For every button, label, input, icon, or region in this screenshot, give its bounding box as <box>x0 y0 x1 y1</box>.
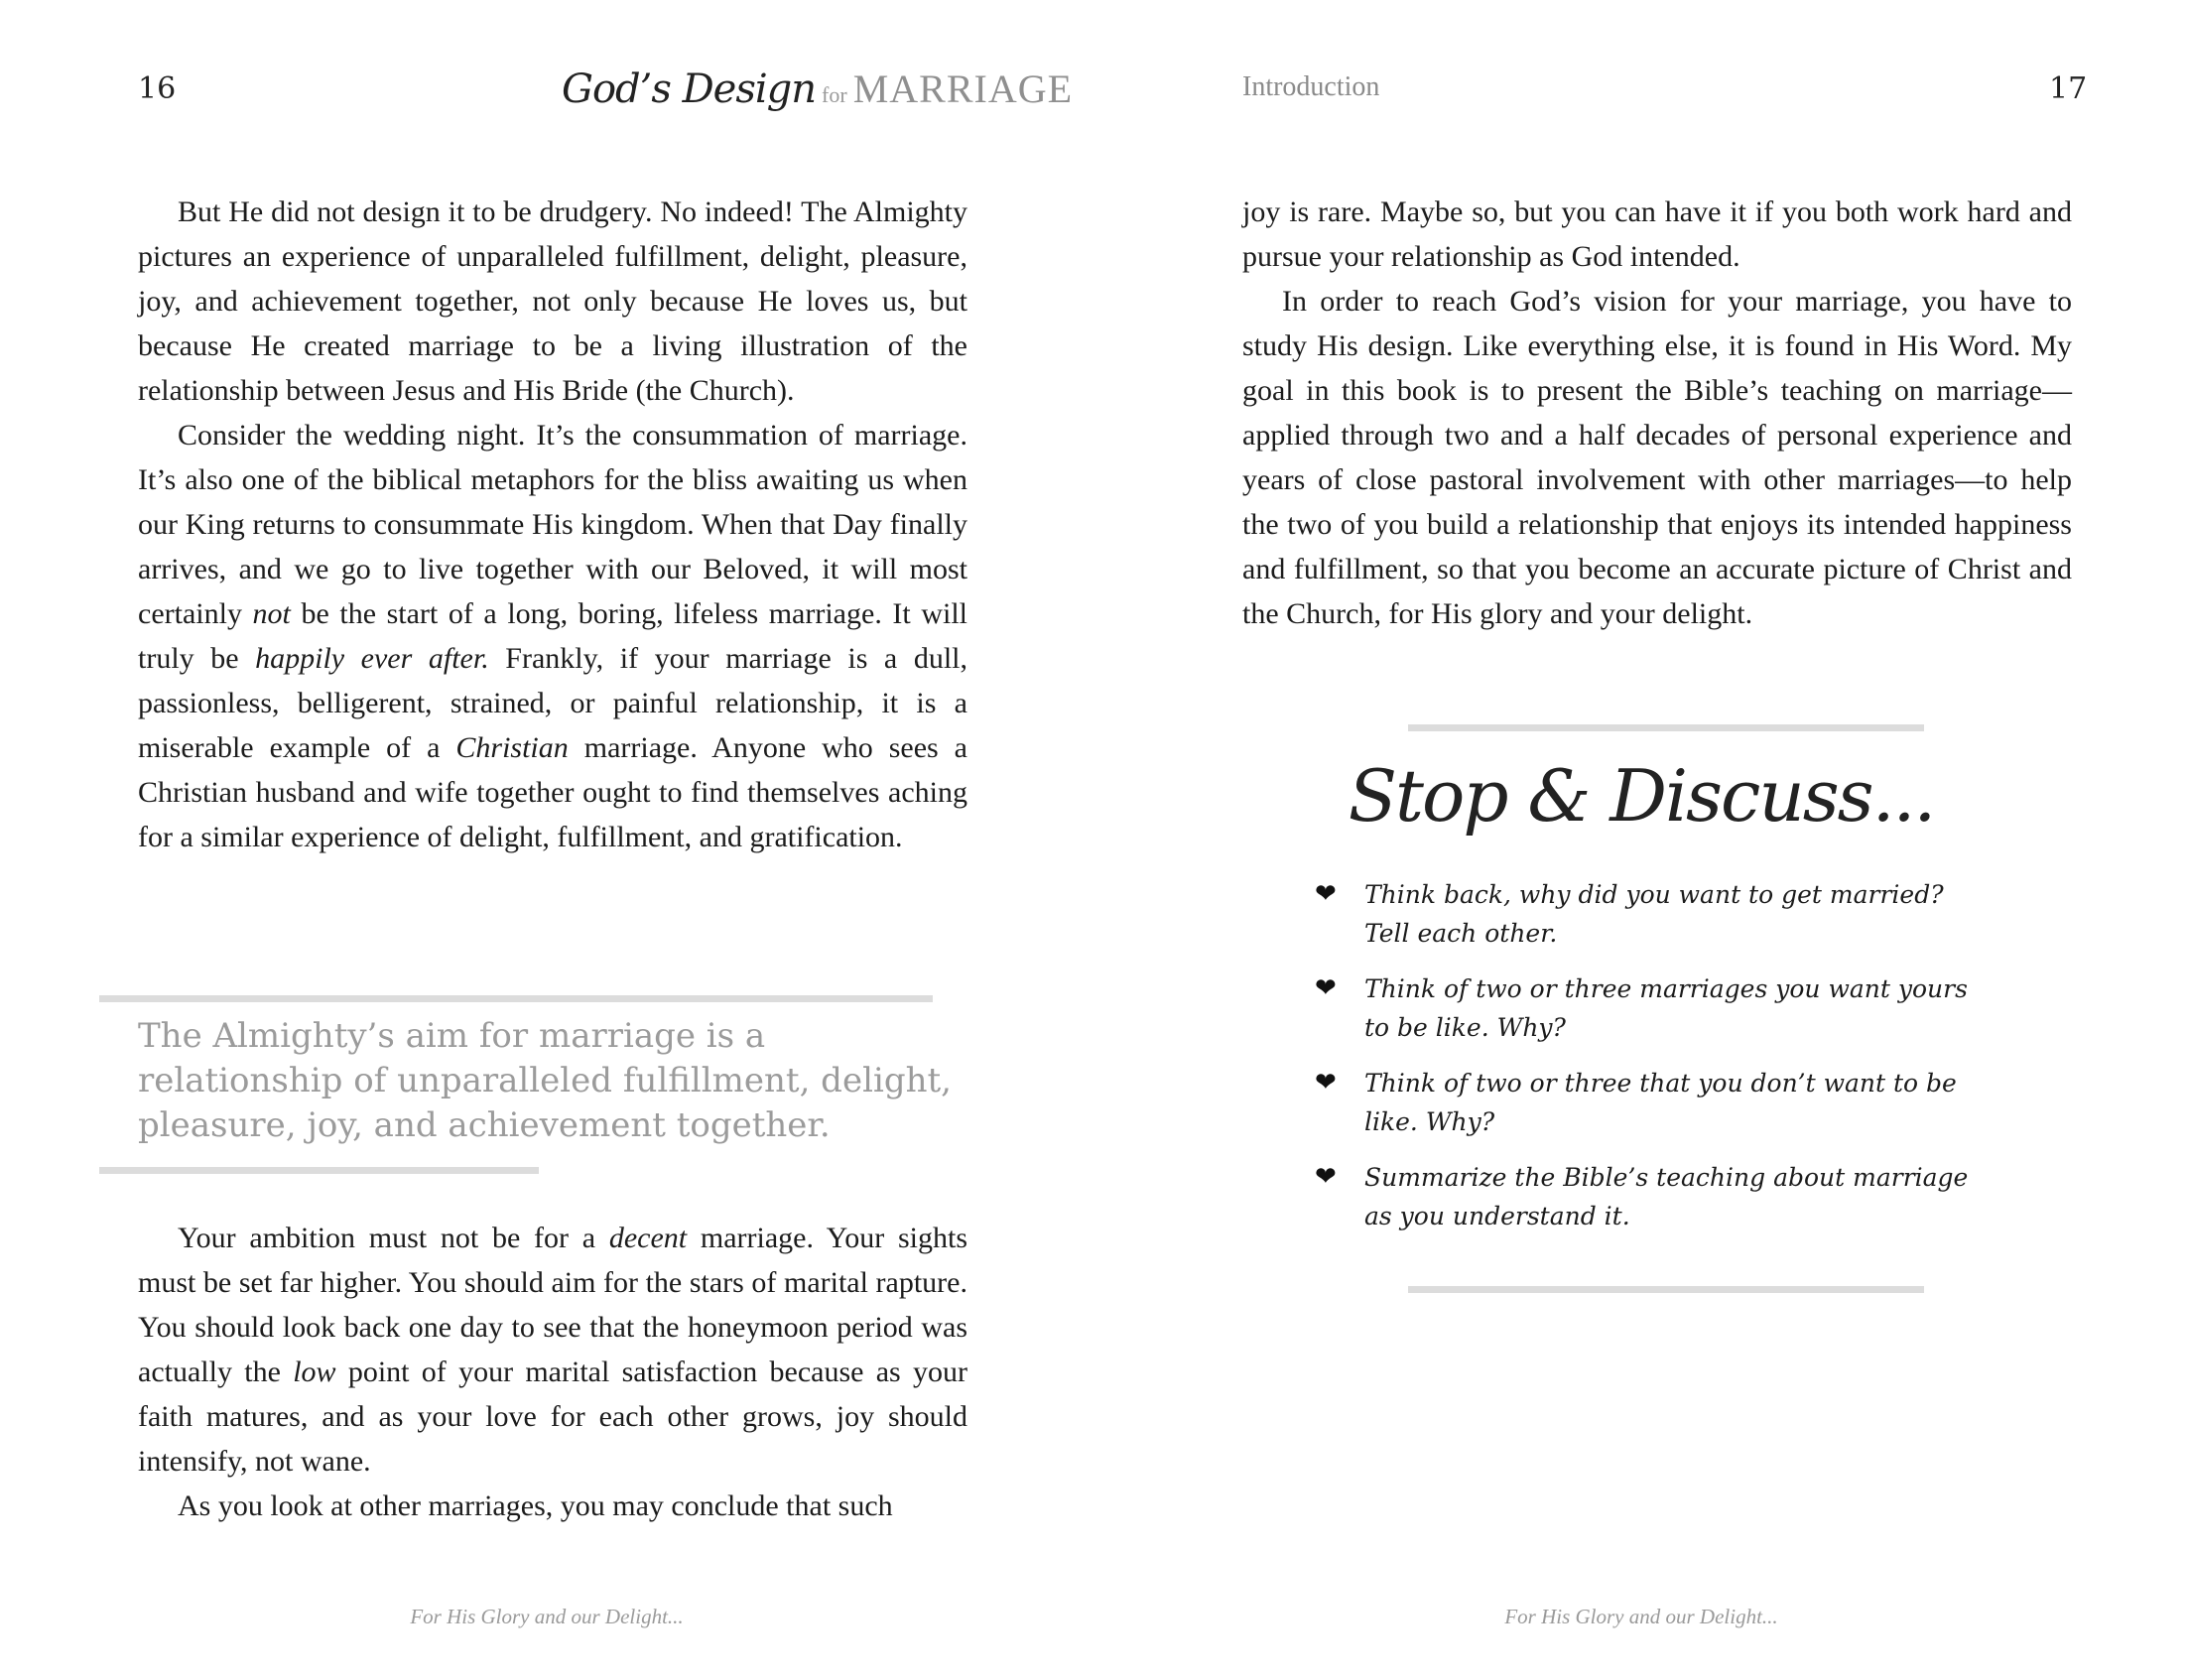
running-title <box>562 65 1073 112</box>
question-text: Summarize the Bible’s teaching about marriage as you understand it. <box>1364 1163 1969 1230</box>
question-text: Think of two or three marriages you want yours to be like. Why? <box>1364 974 1968 1042</box>
text-run: Your ambition must not be for a <box>178 1222 609 1254</box>
right-page <box>1094 0 2188 1680</box>
emphasis-text: low <box>293 1356 336 1388</box>
paragraph <box>138 1216 967 1484</box>
question-text: Think back, why did you want to get married? Tell each other. <box>1364 880 1944 948</box>
text-run: But He did not design it to be drudgery. No indeed! The Almighty pictures an experience of unparalleled fulfillment, delight, pleasure, joy, and achievement together, not only because He loves us, but because He created marriage to be a living illustration of the relationship between Jesus and His Bride (the Church). <box>138 195 967 407</box>
text-run: Frankly, if your marriage is a dull, passionless, belligerent, strained, or painful relationship, it is a miserable example of a <box>138 642 967 764</box>
text-run: marriage. Anyone who sees a Christian husband and wife together ought to find themselves aching for a similar experience of delight, fulfillment, and gratification. <box>138 731 967 853</box>
text-run: point of your marital satisfaction because as your faith matures, and as your love for each other grows, joy should intensify, not wane. <box>138 1356 968 1478</box>
list-item <box>1315 1158 1970 1235</box>
heart-icon: ❤ <box>1315 1068 1337 1098</box>
discuss-heading: Stop & Discuss... <box>1348 754 1935 838</box>
text-run: joy is rare. Maybe so, but you can have it if you both work hard and pursue your relationship as God intended. <box>1242 195 2072 273</box>
text-run: marriage. Your sights must be set far higher. You should aim for the stars of marital rapture. You should look back one day to see that the honeymoon period was actually the <box>138 1222 968 1388</box>
text-run: be the start of a long, boring, lifeless marriage. It will truly be <box>138 597 967 675</box>
pull-quote: The Almighty’s aim for marriage is a relationship of unparalleled fulfillment, delight, pleasure, joy, and achievement together. <box>138 1016 952 1145</box>
paragraph <box>138 1484 967 1528</box>
list-item <box>1315 875 1970 953</box>
heart-icon: ❤ <box>1315 879 1337 909</box>
list-item <box>1315 969 1970 1047</box>
heart-icon: ❤ <box>1315 1162 1337 1192</box>
chapter-title: Introduction <box>1242 71 1380 102</box>
running-title-caps: MARRIAGE <box>852 66 1074 111</box>
emphasis-text: happily ever after. <box>255 642 489 675</box>
running-title-for: for <box>822 82 847 107</box>
running-title-script: God’s Design <box>562 66 817 112</box>
pull-quote-bottom-rule <box>99 1167 539 1174</box>
discuss-bottom-rule <box>1408 1286 1924 1293</box>
text-run: As you look at other marriages, you may conclude that such <box>178 1489 893 1522</box>
page-number: 17 <box>2049 71 2088 106</box>
paragraph <box>138 413 967 859</box>
body-text <box>138 190 967 859</box>
page-footer: For His Glory and our Delight... <box>1504 1605 1778 1628</box>
discuss-top-rule <box>1408 724 1924 731</box>
page-footer: For His Glory and our Delight... <box>410 1605 684 1628</box>
heart-icon: ❤ <box>1315 973 1337 1003</box>
paragraph <box>1242 279 2072 636</box>
emphasis-text: not <box>252 597 291 630</box>
emphasis-text: decent <box>608 1222 688 1254</box>
discussion-questions <box>1315 875 1970 1252</box>
emphasis-text: Christian <box>455 731 569 764</box>
page-number: 16 <box>138 71 177 106</box>
text-run: In order to reach God’s vision for your marriage, you have to study His design. Like everything else, it is found in His Word. My goal in this book is to present the Bible’s teaching on marriage—applied through two and a half decades of personal experience and years of close pastoral involvement with other marriages—to help the two of you build a relationship that enjoys its intended happiness and fulfillment, so that you become an accurate picture of Christ and the Church, for His glory and your delight. <box>1242 285 2072 630</box>
text-run: Consider the wedding night. It’s the consummation of marriage. It’s also one of the biblical metaphors for the bliss awaiting us when our King returns to consummate His kingdom. When that Day finally arrives, and we go to live together with our Beloved, it will most certainly <box>138 419 967 630</box>
question-text: Think of two or three that you don’t want to be like. Why? <box>1364 1069 1957 1136</box>
paragraph <box>1242 190 2072 279</box>
body-text <box>1242 190 2072 636</box>
pull-quote-top-rule <box>99 995 933 1002</box>
body-text <box>138 1216 967 1528</box>
paragraph <box>138 190 967 413</box>
list-item <box>1315 1064 1970 1141</box>
